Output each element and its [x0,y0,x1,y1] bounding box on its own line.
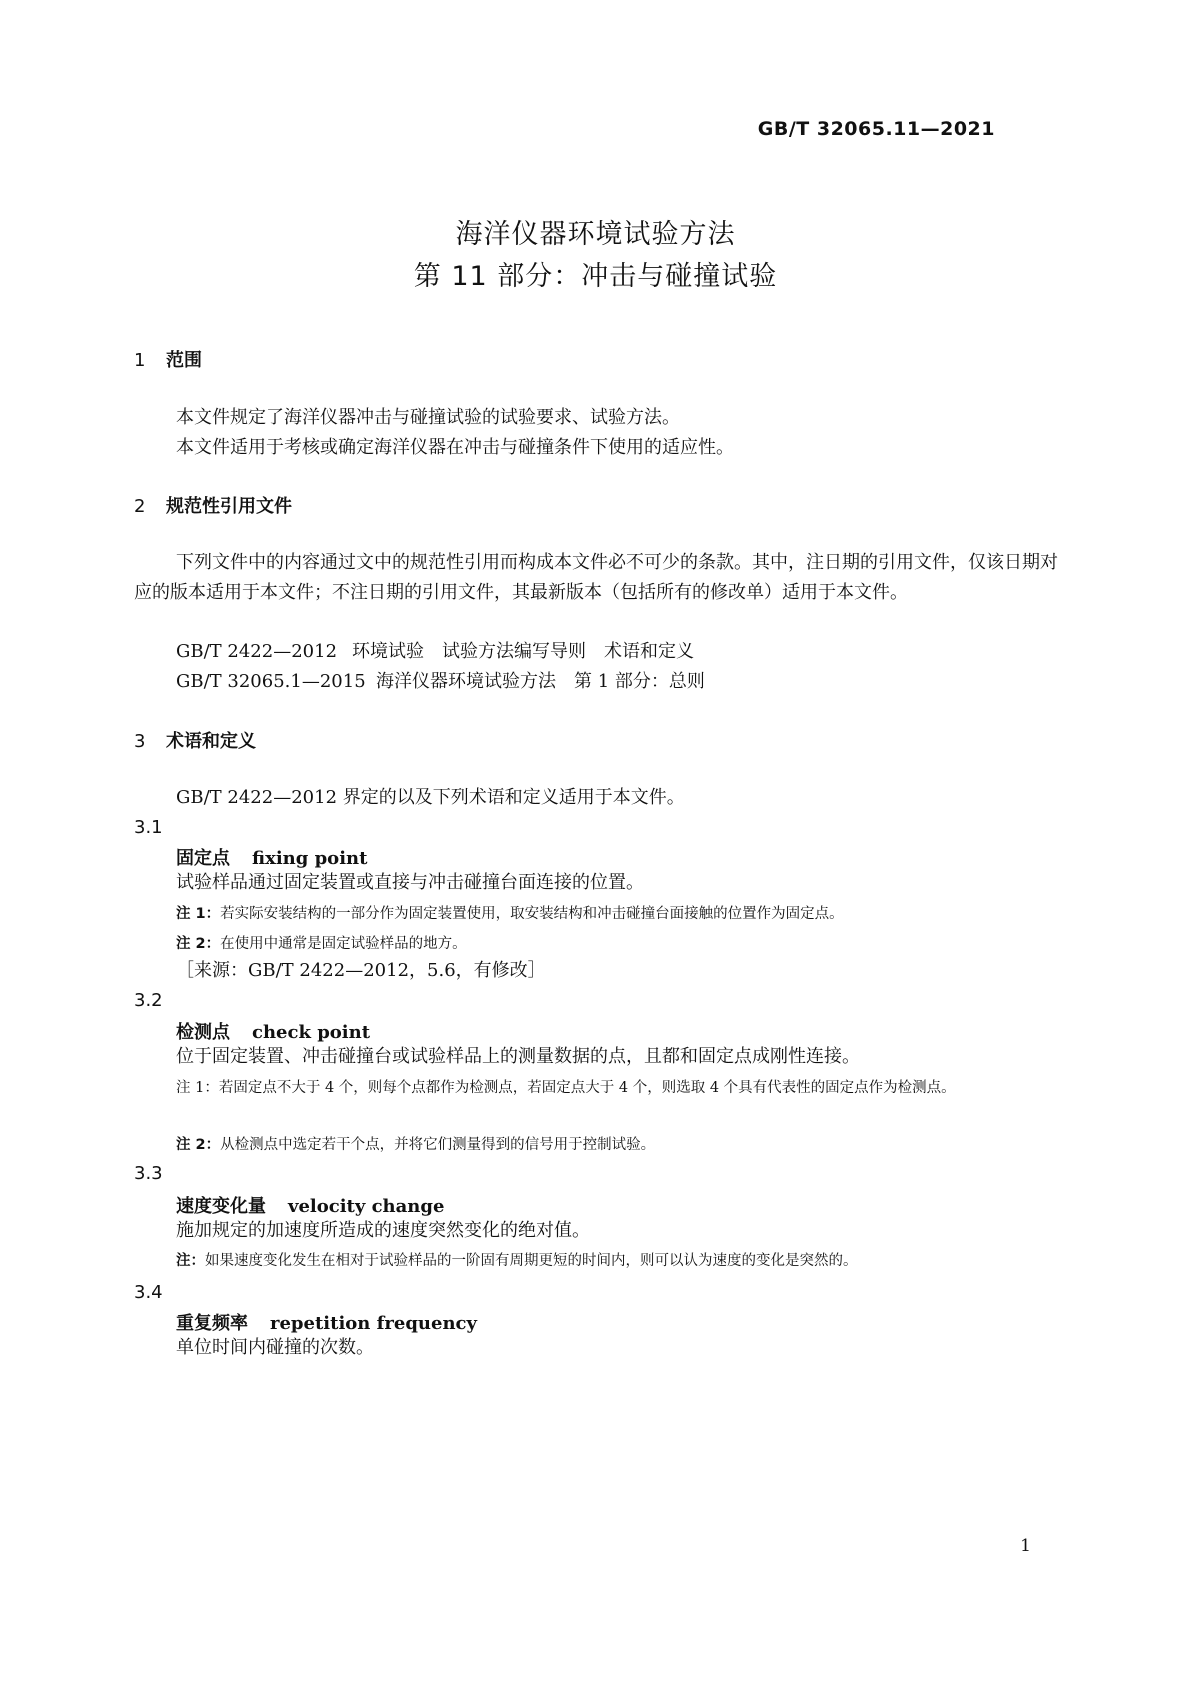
section-3-heading [134,727,256,753]
note-text: 在使用中通常是固定试验样品的地方。 [220,936,467,952]
note-label: 注 1： [176,906,221,922]
term-definition-3-1: 试验样品通过固定装置或直接与冲击碰撞台面连接的位置。 [176,872,644,893]
section-1-number: 1 [134,350,146,371]
note-text: 若实际安装结构的一部分作为固定装置使用，取安装结构和冲击碰撞台面接触的位置作为固定点。 [220,906,844,922]
section-3-paragraph: GB/T 2422—2012 界定的以及下列术语和定义适用于本文件。 [176,787,685,808]
note-text: 若固定点不大于 4 个，则每个点都作为检测点，若固定点大于 4 个，则选取 4 个具有代表性的固定点作为检测点。 [218,1080,956,1096]
section-1-paragraph-2: 本文件适用于考核或确定海洋仪器在冲击与碰撞条件下使用的适应性。 [176,437,734,458]
section-1-heading [134,346,202,372]
term-en: repetition frequency [270,1313,477,1334]
term-en: check point [252,1022,371,1043]
page-number: 1 [1020,1536,1031,1556]
term-heading-3-1 [176,844,367,870]
term-number-3-3: 3.3 [134,1163,163,1184]
term-note [176,1075,1104,1101]
reference-item [176,667,705,697]
note-label: 注 1： [176,1080,219,1096]
term-heading-3-3 [176,1192,444,1218]
reference-title: 海洋仪器环境试验方法 第 1 部分：总则 [376,671,705,692]
term-definition-3-2: 位于固定装置、冲击碰撞台或试验样品上的测量数据的点，且都和固定点成刚性连接。 [176,1046,860,1067]
document-title-line1: 海洋仪器环境试验方法 [455,219,736,250]
term-definition-3-3: 施加规定的加速度所造成的速度突然变化的绝对值。 [176,1220,590,1241]
term-number-3-1: 3.1 [134,817,163,838]
term-heading-3-2 [176,1018,370,1044]
section-2-number: 2 [134,496,146,517]
term-note [176,931,467,957]
document-title-line2: 第 11 部分：冲击与碰撞试验 [413,261,778,292]
term-number-3-2: 3.2 [134,990,163,1011]
reference-code: GB/T 32065.1—2015 [176,671,366,692]
section-1-title: 范围 [166,350,202,371]
note-text: 从检测点中选定若干个点，并将它们测量得到的信号用于控制试验。 [220,1137,656,1153]
reference-title: 环境试验 试验方法编写导则 术语和定义 [352,641,694,662]
reference-code: GB/T 2422—2012 [176,641,338,662]
term-zh: 检测点 [176,1022,230,1043]
section-2-heading [134,492,292,518]
section-3-number: 3 [134,731,146,752]
term-en: velocity change [288,1196,445,1217]
term-zh: 固定点 [176,848,230,869]
term-definition-3-4: 单位时间内碰撞的次数。 [176,1337,374,1358]
note-label: 注 2： [176,936,221,952]
term-note [176,1248,858,1274]
term-zh: 重复频率 [176,1313,248,1334]
section-2-paragraph: 下列文件中的内容通过文中的规范性引用而构成本文件必不可少的条款。其中，注日期的引用文件，仅该日期对应的版本适用于本文件；不注日期的引用文件，其最新版本（包括所有的修改单）适用于本文件。 [134,552,1058,603]
term-zh: 速度变化量 [176,1196,266,1217]
term-note [176,901,844,927]
section-1-paragraph-1: 本文件规定了海洋仪器冲击与碰撞试验的试验要求、试验方法。 [176,407,680,428]
term-number-3-4: 3.4 [134,1282,163,1303]
term-source-3-1: ［来源：GB/T 2422—2012，5.6，有修改］ [176,960,546,981]
note-label: 注： [176,1253,205,1269]
section-2-title: 规范性引用文件 [166,496,292,517]
standard-number: GB/T 32065.11—2021 [757,118,995,140]
term-heading-3-4 [176,1309,477,1335]
term-note [176,1132,655,1158]
section-3-title: 术语和定义 [166,731,256,752]
term-en: fixing point [252,848,368,869]
note-text: 如果速度变化发生在相对于试验样品的一阶固有周期更短的时间内，则可以认为速度的变化是突然的。 [205,1253,858,1269]
reference-item [176,637,694,667]
note-label: 注 2： [176,1137,221,1153]
